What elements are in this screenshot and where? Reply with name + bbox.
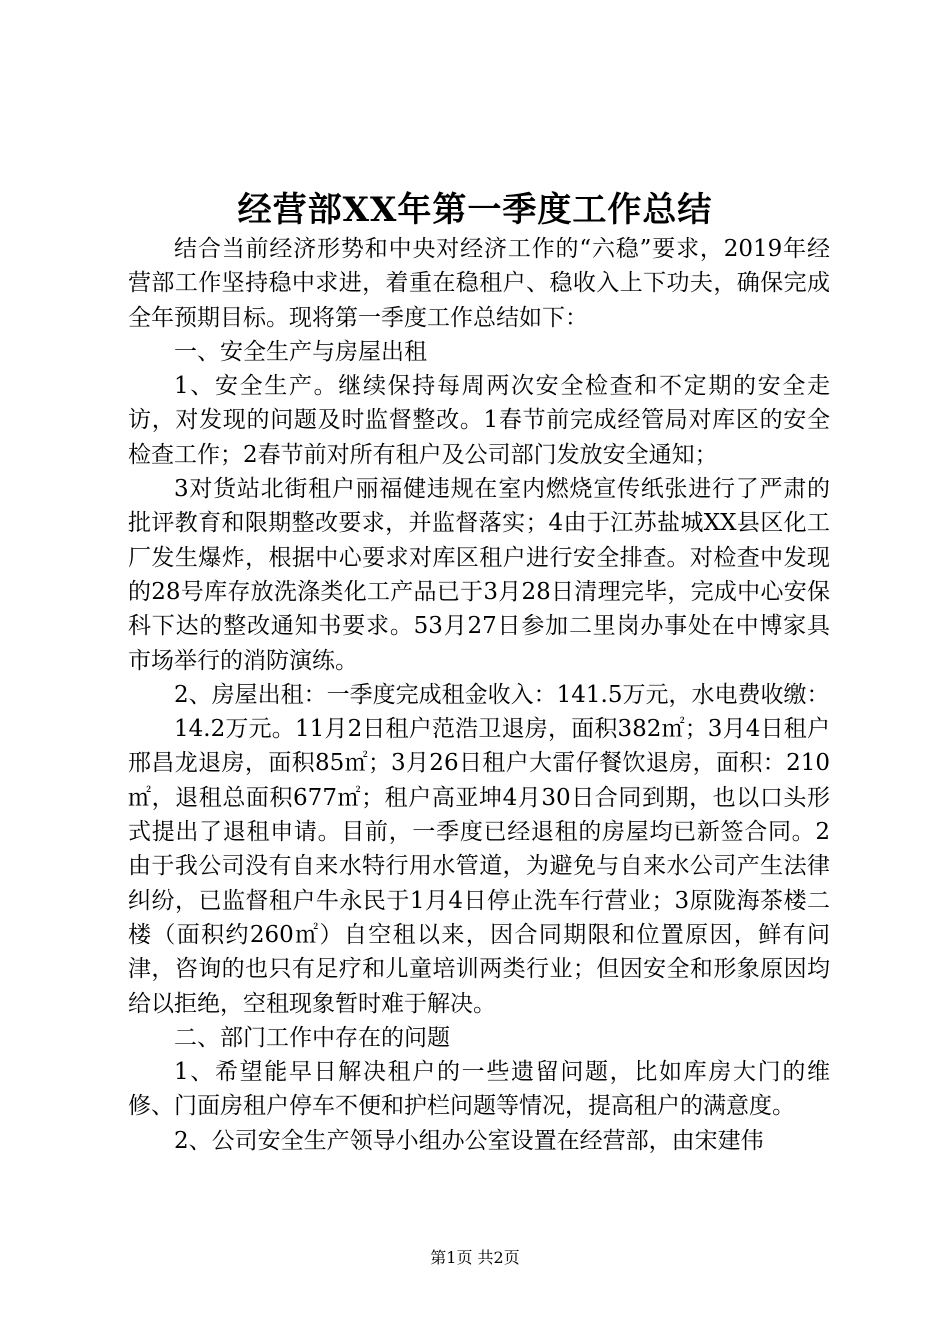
paragraph: 3对货站北街租户丽福健违规在室内燃烧宣传纸张进行了严肃的批评教育和限期整改要求，并监督落实；4由于江苏盐城XX县区化工厂发生爆炸，根据中心要求对库区租户进行安全排查。对检查中发现的28号库存放洗涤类化工产品已于3月28日清理完毕，完成中心安保科下达的整改通知书要求。53月27日参加二里岗办事处在中博家具市场举行的消防演练。 — [128, 476, 830, 674]
document-title: 经营部XX年第一季度工作总结 — [237, 190, 713, 230]
section-heading: 二、部门工作中存在的问题 — [174, 1024, 450, 1051]
paragraph: 2、房屋出租：一季度完成租金收入：141.5万元，水电费收缴： — [174, 681, 830, 708]
paragraph: 结合当前经济形势和中央对经济工作的“六稳”要求，2019年经营部工作坚持稳中求进，着重在稳租户、稳收入上下功夫，确保完成全年预期目标。现将第一季度工作总结如下： — [128, 236, 830, 331]
page-footer: 第1页 共2页 — [430, 1248, 520, 1267]
section-heading: 一、安全生产与房屋出租 — [174, 338, 427, 365]
paragraph: 1、安全生产。继续保持每周两次安全检查和不定期的安全走访，对发现的问题及时监督整改。1春节前完成经管局对库区的安全检查工作；2春节前对所有租户及公司部门发放安全通知； — [128, 373, 830, 468]
paragraph: 2、公司安全生产领导小组办公室设置在经营部，由宋建伟 — [174, 1127, 764, 1154]
paragraph: 14.2万元。11月2日租户范浩卫退房，面积382㎡；3月4日租户邢昌龙退房，面积85㎡；3月26日租户大雷仔餐饮退房，面积：210㎡，退租总面积677㎡；租户高亚坤4月30日合同到期，也以口头形式提出了退租申请。目前，一季度已经退租的房屋均已新签合同。2由于我公司没有自来水特行用水管道，为避免与自来水公司产生法律纠纷，已监督租户牛永民于1月4日停止洗车行营业；3原陇海茶楼二楼（面积约260㎡）自空租以来，因合同期限和位置原因，鲜有问津，咨询的也只有足疗和儿童培训两类行业；但因安全和形象原因均给以拒绝，空租现象暂时难于解决。 — [128, 716, 830, 1017]
document-body — [128, 232, 830, 1158]
paragraph: 1、希望能早日解决租户的一些遗留问题，比如库房大门的维修、门面房租户停车不便和护栏问题等情况，提高租户的满意度。 — [128, 1059, 830, 1120]
